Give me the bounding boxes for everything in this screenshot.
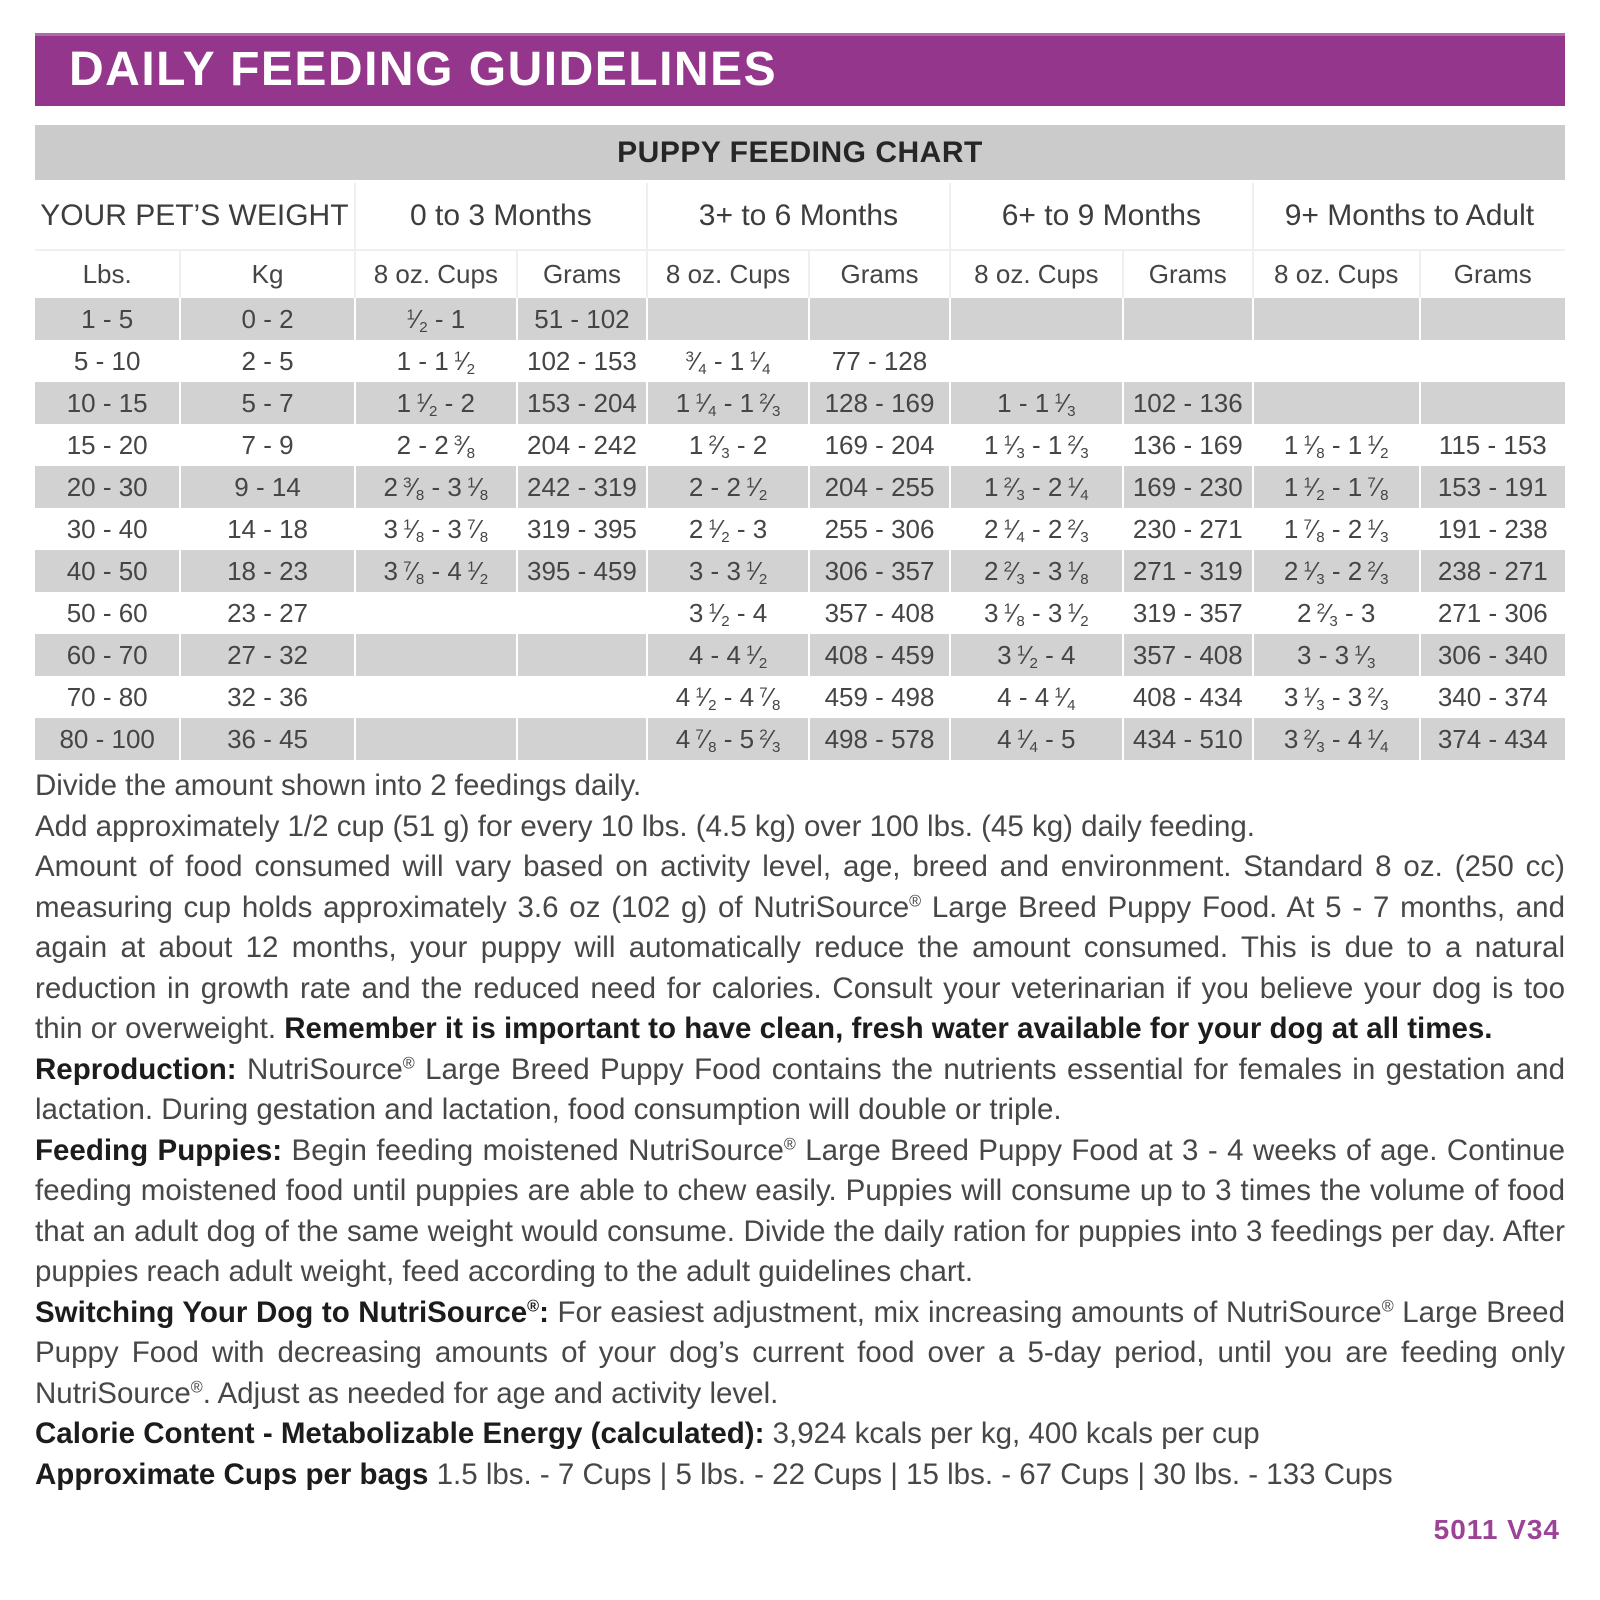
table-cell: 2 - 5 (180, 340, 354, 382)
table-cell: 204 - 255 (809, 466, 950, 508)
table-cell: 2 - 2 $^1⁄_2$ (647, 466, 809, 508)
table-cell: 3 $^1⁄_3 - 3$ $^2⁄_3$ (1253, 676, 1420, 718)
group-header-cell: 0 to 3 Months (355, 183, 647, 250)
note-bold-text: Approximate Cups per bags (35, 1457, 437, 1491)
table-row (35, 718, 1565, 760)
table-sub-header-row (35, 250, 1565, 298)
table-cell: 32 - 36 (180, 676, 354, 718)
table-cell: 5 - 7 (180, 382, 354, 424)
group-header-cell: 9+ Months to Adult (1253, 183, 1565, 250)
table-cell: 102 - 136 (1123, 382, 1253, 424)
note-bold-text: Reproduction: (35, 1052, 247, 1086)
table-cell: 2 $^2⁄_3 - 3$ $^1⁄_8$ (950, 550, 1123, 592)
group-header-cell: 3+ to 6 Months (647, 183, 950, 250)
table-cell: 408 - 434 (1123, 676, 1253, 718)
table-cell: 15 - 20 (35, 424, 180, 466)
table-cell: 459 - 498 (809, 676, 950, 718)
table-cell: 169 - 204 (809, 424, 950, 466)
table-row (35, 508, 1565, 550)
table-cell: 5 - 10 (35, 340, 180, 382)
table-cell: 242 - 319 (517, 466, 647, 508)
table-cell: 4 - 4 $^1⁄_2$ (647, 634, 809, 676)
table-cell (517, 592, 647, 634)
table-row (35, 550, 1565, 592)
table-cell: 153 - 191 (1420, 466, 1565, 508)
table-row (35, 466, 1565, 508)
note-bold-text: Calorie Content - Metabolizable Energy (calculated): (35, 1417, 773, 1450)
table-cell: 306 - 357 (809, 550, 950, 592)
table-cell (1420, 340, 1565, 382)
table-cell: 4 $^1⁄_4 - 5$ (950, 718, 1123, 760)
table-cell: 1 $^1⁄_3 - 1$ $^2⁄_3$ (950, 424, 1123, 466)
table-cell: 408 - 459 (809, 634, 950, 676)
table-cell: 153 - 204 (517, 382, 647, 424)
sub-header-cell: Grams (1420, 250, 1565, 298)
note-text: Add approximately 1/2 cup (51 g) for every 10 lbs. (4.5 kg) over 100 lbs. (45 kg) daily feeding. (35, 809, 1255, 843)
table-cell: 1 $^7⁄_8 - 2$ $^1⁄_3$ (1253, 508, 1420, 550)
table-cell: 3 $^2⁄_3 - 4$ $^1⁄_4$ (1253, 718, 1420, 760)
table-cell: 169 - 230 (1123, 466, 1253, 508)
table-cell: 136 - 169 (1123, 424, 1253, 466)
table-cell (517, 718, 647, 760)
table-cell: 0 - 2 (180, 298, 354, 340)
table-cell (1253, 340, 1420, 382)
title-banner (35, 33, 1565, 106)
table-row (35, 298, 1565, 340)
table-cell: 1 - 5 (35, 298, 180, 340)
table-cell (517, 676, 647, 718)
table-cell: 4 $^1⁄_2 - 4$ $^7⁄_8$ (647, 676, 809, 718)
table-cell: 1 $^1⁄_4 - 1$ $^2⁄_3$ (647, 382, 809, 424)
table-cell: 2 - 2 $^3⁄_8$ (355, 424, 517, 466)
table-cell: 434 - 510 (1123, 718, 1253, 760)
table-cell: 306 - 340 (1420, 634, 1565, 676)
note-paragraph (35, 847, 1565, 1050)
table-row (35, 340, 1565, 382)
table-cell: 1 $^1⁄_8 - 1$ $^1⁄_2$ (1253, 424, 1420, 466)
table-cell (950, 340, 1123, 382)
table-cell (1420, 298, 1565, 340)
puppy-feeding-table (35, 183, 1565, 760)
table-cell: 3 $^7⁄_8 - 4$ $^1⁄_2$ (355, 550, 517, 592)
table-cell (950, 298, 1123, 340)
table-cell: 4 - 4 $^1⁄_4$ (950, 676, 1123, 718)
table-cell: 238 - 271 (1420, 550, 1565, 592)
page-title: DAILY FEEDING GUIDELINES (69, 43, 778, 96)
table-cell: $^1⁄_2 - 1$ (355, 298, 517, 340)
table-cell: 2 $^3⁄_8 - 3$ $^1⁄_8$ (355, 466, 517, 508)
table-cell: 40 - 50 (35, 550, 180, 592)
table-cell: 1 $^1⁄_2 - 1$ $^7⁄_8$ (1253, 466, 1420, 508)
table-cell (1253, 382, 1420, 424)
table-cell (647, 298, 809, 340)
table-cell: 395 - 459 (517, 550, 647, 592)
table-cell (355, 634, 517, 676)
note-text: For easiest adjustment, mix increasing amounts of NutriSource® Large Breed Puppy Food with decreasing amounts of your dog’s current food over a 5-day period, until you are feeding only NutriSource®. Adjust as needed for age and activity level. (35, 1295, 1565, 1410)
table-body (35, 298, 1565, 760)
table-cell: 102 - 153 (517, 340, 647, 382)
table-cell: 14 - 18 (180, 508, 354, 550)
table-row (35, 424, 1565, 466)
table-cell: 18 - 23 (180, 550, 354, 592)
table-cell (1420, 382, 1565, 424)
note-bold-text: Remember it is important to have clean, fresh water available for your dog at all times. (284, 1012, 1493, 1045)
table-cell: 20 - 30 (35, 466, 180, 508)
table-cell: 255 - 306 (809, 508, 950, 550)
table-cell: 271 - 306 (1420, 592, 1565, 634)
chart-title-bar (35, 125, 1565, 180)
sub-header-cell: Lbs. (35, 250, 180, 298)
sub-header-cell: 8 oz. Cups (950, 250, 1123, 298)
note-paragraph (35, 1131, 1565, 1293)
note-text: Divide the amount shown into 2 feedings daily. (35, 769, 642, 802)
note-paragraph (35, 1455, 1565, 1496)
table-cell: 77 - 128 (809, 340, 950, 382)
note-text: Begin feeding moistened NutriSource® Large Breed Puppy Food at 3 - 4 weeks of age. Continue feeding moistened food until puppies are able to chew easily. Puppies will consume up to 3 times the volume of food that an adult dog of the same weight would consume. Divide the daily ration for puppies into 3 feedings per day. After puppies reach adult weight, feed according to the adult guidelines chart. (35, 1133, 1565, 1288)
version-code: 5011 V34 (1433, 1514, 1560, 1545)
table-cell: 340 - 374 (1420, 676, 1565, 718)
note-bold-text: Feeding Puppies: (35, 1133, 292, 1167)
table-cell: 115 - 153 (1420, 424, 1565, 466)
sub-header-cell: Grams (1123, 250, 1253, 298)
table-cell: 374 - 434 (1420, 718, 1565, 760)
table-cell: 2 $^1⁄_4 - 2$ $^2⁄_3$ (950, 508, 1123, 550)
table-cell: 27 - 32 (180, 634, 354, 676)
table-cell (809, 298, 950, 340)
table-cell: 9 - 14 (180, 466, 354, 508)
table-cell: 498 - 578 (809, 718, 950, 760)
table-cell: 3 $^1⁄_2 - 4$ (647, 592, 809, 634)
sub-header-cell: Kg (180, 250, 354, 298)
table-head (35, 183, 1565, 298)
note-paragraph (35, 1293, 1565, 1415)
table-cell: 1 $^1⁄_2 - 2$ (355, 382, 517, 424)
table-cell: 70 - 80 (35, 676, 180, 718)
table-cell: 1 - 1 $^1⁄_3$ (950, 382, 1123, 424)
note-paragraph (35, 807, 1565, 848)
table-cell (1123, 298, 1253, 340)
note-paragraph (35, 1050, 1565, 1131)
table-cell: 10 - 15 (35, 382, 180, 424)
sub-header-cell: 8 oz. Cups (1253, 250, 1420, 298)
sub-header-cell: 8 oz. Cups (355, 250, 517, 298)
note-text: Amount of food consumed will vary based on activity level, age, breed and environment. Standard 8 oz. (250 cc) measuring cup holds approximately 3.6 oz (102 g) of NutriSource® Large Breed Puppy Food. At 5 - 7 months, and again at about 12 months, your puppy will automatically reduce the amount consumed. This is due to a natural reduction in growth rate and the reduced need for calories. Consult your veterinarian if you believe your dog is too thin or overweight. (35, 850, 1565, 1045)
table-cell (355, 676, 517, 718)
table-cell: 319 - 357 (1123, 592, 1253, 634)
table-cell (1253, 298, 1420, 340)
table-row (35, 382, 1565, 424)
table-cell: 2 $^1⁄_2 - 3$ (647, 508, 809, 550)
group-header-cell: YOUR PET’S WEIGHT (35, 183, 355, 250)
sub-header-cell: Grams (809, 250, 950, 298)
table-cell: 23 - 27 (180, 592, 354, 634)
table-cell: 3 - 3 $^1⁄_3$ (1253, 634, 1420, 676)
table-cell (1123, 340, 1253, 382)
table-cell (355, 592, 517, 634)
table-cell: 357 - 408 (809, 592, 950, 634)
table-row (35, 634, 1565, 676)
table-cell: 1 $^2⁄_3 - 2$ $^1⁄_4$ (950, 466, 1123, 508)
table-cell: $^3⁄_4 - 1$ $^1⁄_4$ (647, 340, 809, 382)
table-cell: 1 - 1 $^1⁄_2$ (355, 340, 517, 382)
note-bold-text: Switching Your Dog to NutriSource®: (35, 1295, 558, 1329)
group-header-cell: 6+ to 9 Months (950, 183, 1253, 250)
table-cell: 128 - 169 (809, 382, 950, 424)
table-row (35, 592, 1565, 634)
sub-header-cell: 8 oz. Cups (647, 250, 809, 298)
table-cell: 80 - 100 (35, 718, 180, 760)
table-cell: 30 - 40 (35, 508, 180, 550)
table-group-header-row (35, 183, 1565, 250)
table-cell: 271 - 319 (1123, 550, 1253, 592)
table-cell: 1 $^2⁄_3 - 2$ (647, 424, 809, 466)
table-cell: 36 - 45 (180, 718, 354, 760)
note-text: 1.5 lbs. - 7 Cups | 5 lbs. - 22 Cups | 15 lbs. - 67 Cups | 30 lbs. - 133 Cups (436, 1457, 1393, 1491)
table-cell: 357 - 408 (1123, 634, 1253, 676)
sub-header-cell: Grams (517, 250, 647, 298)
note-paragraph (35, 1414, 1565, 1455)
note-text: NutriSource® Large Breed Puppy Food contains the nutrients essential for females in gestation and lactation. During gestation and lactation, food consumption will double or triple. (35, 1052, 1565, 1126)
table-cell: 204 - 242 (517, 424, 647, 466)
table-cell: 319 - 395 (517, 508, 647, 550)
table-cell: 3 $^1⁄_8 - 3$ $^7⁄_8$ (355, 508, 517, 550)
table-cell (517, 634, 647, 676)
table-cell: 3 - 3 $^1⁄_2$ (647, 550, 809, 592)
table-cell: 4 $^7⁄_8 - 5$ $^2⁄_3$ (647, 718, 809, 760)
table-cell: 3 $^1⁄_2 - 4$ (950, 634, 1123, 676)
feeding-notes (35, 766, 1565, 1495)
table-cell (355, 718, 517, 760)
note-paragraph (35, 766, 1565, 807)
note-text: 3,924 kcals per kg, 400 kcals per cup (772, 1417, 1260, 1450)
table-cell: 7 - 9 (180, 424, 354, 466)
table-cell: 60 - 70 (35, 634, 180, 676)
table-cell: 50 - 60 (35, 592, 180, 634)
table-cell: 2 $^2⁄_3 - 3$ (1253, 592, 1420, 634)
table-row (35, 676, 1565, 718)
table-cell: 191 - 238 (1420, 508, 1565, 550)
table-cell: 230 - 271 (1123, 508, 1253, 550)
table-cell: 51 - 102 (517, 298, 647, 340)
table-cell: 2 $^1⁄_3 - 2$ $^2⁄_3$ (1253, 550, 1420, 592)
table-cell: 3 $^1⁄_8 - 3$ $^1⁄_2$ (950, 592, 1123, 634)
chart-title: PUPPY FEEDING CHART (617, 135, 983, 169)
